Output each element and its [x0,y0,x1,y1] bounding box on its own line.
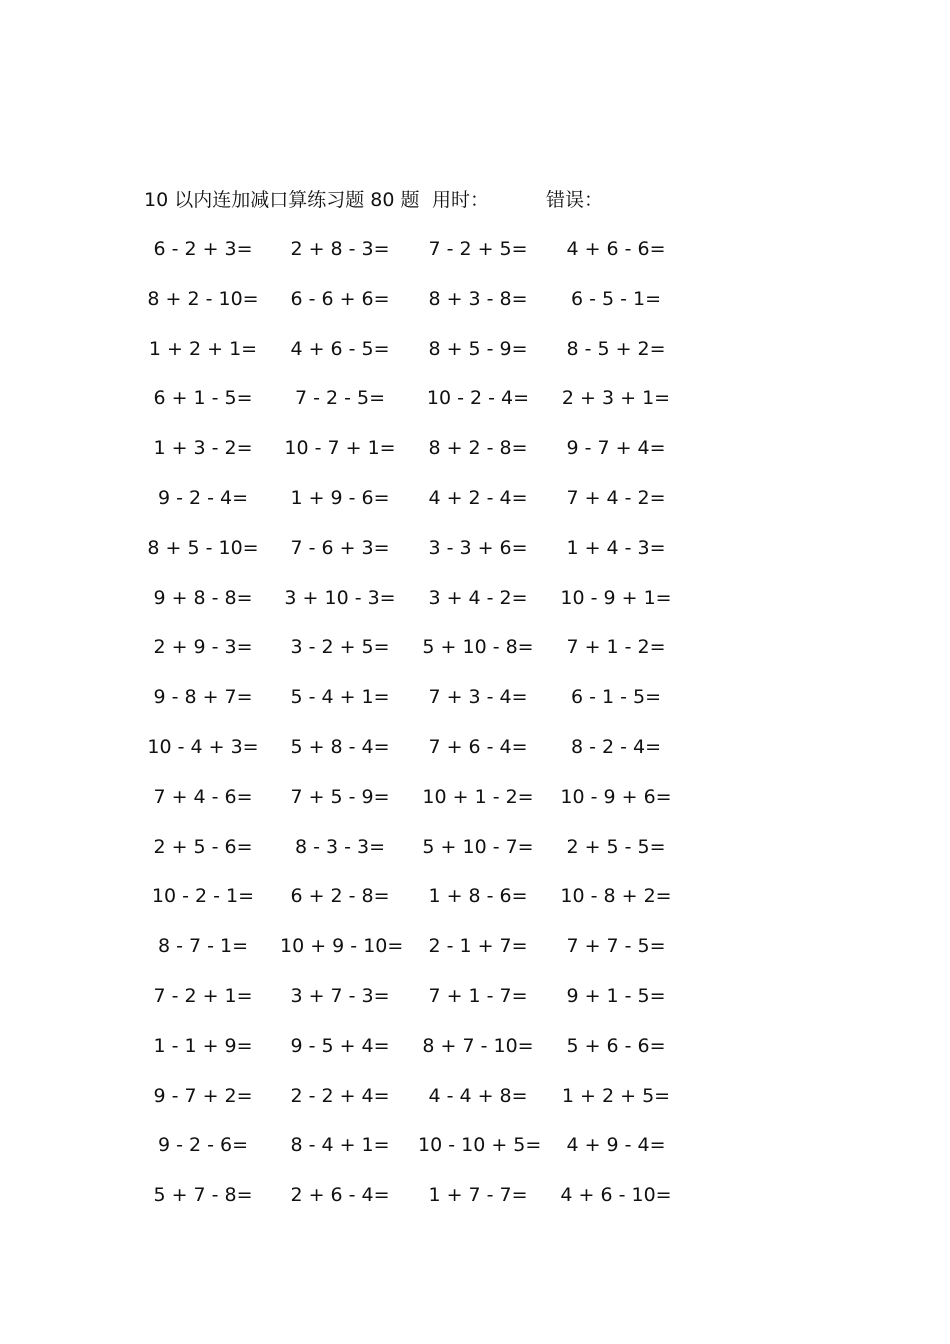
problem-row [0,583,950,633]
arithmetic-problem: 10 - 2 - 1= [151,885,255,908]
problem-row [0,981,950,1031]
arithmetic-problem: 10 - 10 + 5= [418,1134,542,1157]
problem-row [0,483,950,533]
arithmetic-problem: 10 - 7 + 1= [284,437,396,460]
arithmetic-problem: 8 - 2 - 4= [570,735,662,758]
arithmetic-problem: 6 + 1 - 5= [153,387,253,410]
problem-row [0,682,950,732]
arithmetic-problem: 2 + 3 + 1= [561,387,671,410]
arithmetic-problem: 10 + 9 - 10= [280,935,404,958]
arithmetic-problem: 1 + 2 + 1= [148,337,258,360]
problem-row [0,383,950,433]
arithmetic-problem: 9 + 1 - 5= [566,984,666,1007]
arithmetic-problem: 9 - 5 + 4= [290,1034,390,1057]
arithmetic-problem: 3 + 10 - 3= [284,586,396,609]
arithmetic-problem: 10 - 2 - 4= [426,387,530,410]
arithmetic-problem: 1 + 2 + 5= [561,1084,671,1107]
arithmetic-problem: 5 + 8 - 4= [290,735,390,758]
arithmetic-problem: 2 - 1 + 7= [428,935,528,958]
arithmetic-problem: 7 + 1 - 2= [566,636,666,659]
arithmetic-problem: 4 - 4 + 8= [428,1084,528,1107]
arithmetic-problem: 2 - 2 + 4= [290,1084,390,1107]
problem-row [0,1130,950,1180]
problem-row [0,533,950,583]
arithmetic-problem: 5 + 6 - 6= [566,1034,666,1057]
problem-row [0,832,950,882]
arithmetic-problem: 4 + 6 - 5= [290,337,390,360]
arithmetic-problem: 10 - 9 + 6= [560,785,672,808]
arithmetic-problem: 7 + 4 - 6= [153,785,253,808]
arithmetic-problem: 10 - 9 + 1= [560,586,672,609]
arithmetic-problem: 7 + 3 - 4= [428,686,528,709]
arithmetic-problem: 8 + 5 - 9= [428,337,528,360]
arithmetic-problem: 8 - 3 - 3= [294,835,386,858]
arithmetic-problem: 3 + 4 - 2= [428,586,528,609]
arithmetic-problem: 3 - 2 + 5= [290,636,390,659]
problem-row [0,433,950,483]
arithmetic-problem: 8 + 3 - 8= [428,287,528,310]
arithmetic-problem: 3 + 7 - 3= [290,984,390,1007]
problem-row [0,782,950,832]
arithmetic-problem: 9 - 8 + 7= [153,686,253,709]
arithmetic-problem: 1 + 3 - 2= [153,437,253,460]
arithmetic-problem: 2 + 5 - 6= [153,835,253,858]
problem-row [0,234,950,284]
arithmetic-problem: 2 + 6 - 4= [290,1184,390,1207]
arithmetic-problem: 8 + 7 - 10= [422,1034,534,1057]
arithmetic-problem: 6 - 2 + 3= [153,238,253,260]
arithmetic-problem: 7 + 7 - 5= [566,935,666,958]
arithmetic-problem: 7 + 6 - 4= [428,735,528,758]
arithmetic-problem: 9 - 7 + 4= [566,437,666,460]
arithmetic-problem: 9 - 2 - 6= [157,1134,249,1157]
problem-row [0,1081,950,1131]
arithmetic-problem: 2 + 5 - 5= [566,835,666,858]
arithmetic-problem: 7 + 4 - 2= [566,486,666,509]
arithmetic-problem: 9 - 7 + 2= [153,1084,253,1107]
arithmetic-problem: 8 + 5 - 10= [147,536,259,559]
arithmetic-problem: 7 - 2 + 1= [153,984,253,1007]
arithmetic-problem: 1 + 7 - 7= [428,1184,528,1207]
arithmetic-problem: 7 - 2 + 5= [428,238,528,260]
arithmetic-problem: 6 + 2 - 8= [290,885,390,908]
arithmetic-problem: 4 + 6 - 10= [560,1184,672,1207]
arithmetic-problem: 5 + 10 - 7= [422,835,534,858]
arithmetic-problem: 5 + 10 - 8= [422,636,534,659]
time-used-label: 用时： [432,189,490,211]
errors-label: 错误： [546,189,604,211]
arithmetic-problem: 7 - 2 - 5= [294,387,386,410]
arithmetic-problem: 8 + 2 - 8= [428,437,528,460]
arithmetic-problem: 4 + 2 - 4= [428,486,528,509]
arithmetic-problem: 7 - 6 + 3= [290,536,390,559]
worksheet-title: 10 以内连加减口算练习题 80 题 [144,189,420,211]
arithmetic-problem: 8 - 4 + 1= [290,1134,390,1157]
arithmetic-problem: 7 + 5 - 9= [290,785,390,808]
arithmetic-problem: 4 + 9 - 4= [566,1134,666,1157]
arithmetic-problem: 8 - 7 - 1= [157,935,249,958]
problem-row [0,732,950,782]
arithmetic-problem: 4 + 6 - 6= [566,238,666,260]
problem-row [0,1031,950,1081]
arithmetic-problem: 7 + 1 - 7= [428,984,528,1007]
arithmetic-problem: 6 - 5 - 1= [570,287,662,310]
arithmetic-problem: 5 + 7 - 8= [153,1184,253,1207]
arithmetic-problem: 9 + 8 - 8= [153,586,253,609]
arithmetic-problem: 10 - 8 + 2= [560,885,672,908]
arithmetic-problem: 2 + 9 - 3= [153,636,253,659]
arithmetic-problem: 1 - 1 + 9= [153,1034,253,1057]
arithmetic-problem: 10 + 1 - 2= [422,785,534,808]
arithmetic-problem: 1 + 4 - 3= [566,536,666,559]
problem-row [0,284,950,334]
problem-grid [0,234,950,1230]
problem-row [0,632,950,682]
problem-row [0,334,950,384]
arithmetic-problem: 2 + 8 - 3= [290,238,390,260]
arithmetic-problem: 9 - 2 - 4= [157,486,249,509]
arithmetic-problem: 5 - 4 + 1= [290,686,390,709]
arithmetic-problem: 1 + 9 - 6= [290,486,390,509]
arithmetic-problem: 6 - 1 - 5= [570,686,662,709]
arithmetic-problem: 8 - 5 + 2= [566,337,666,360]
arithmetic-problem: 6 - 6 + 6= [290,287,390,310]
problem-row [0,881,950,931]
arithmetic-problem: 1 + 8 - 6= [428,885,528,908]
arithmetic-problem: 8 + 2 - 10= [147,287,259,310]
arithmetic-problem: 10 - 4 + 3= [147,735,259,758]
problem-row [0,931,950,981]
problem-row [0,1180,950,1230]
arithmetic-problem: 3 - 3 + 6= [428,536,528,559]
